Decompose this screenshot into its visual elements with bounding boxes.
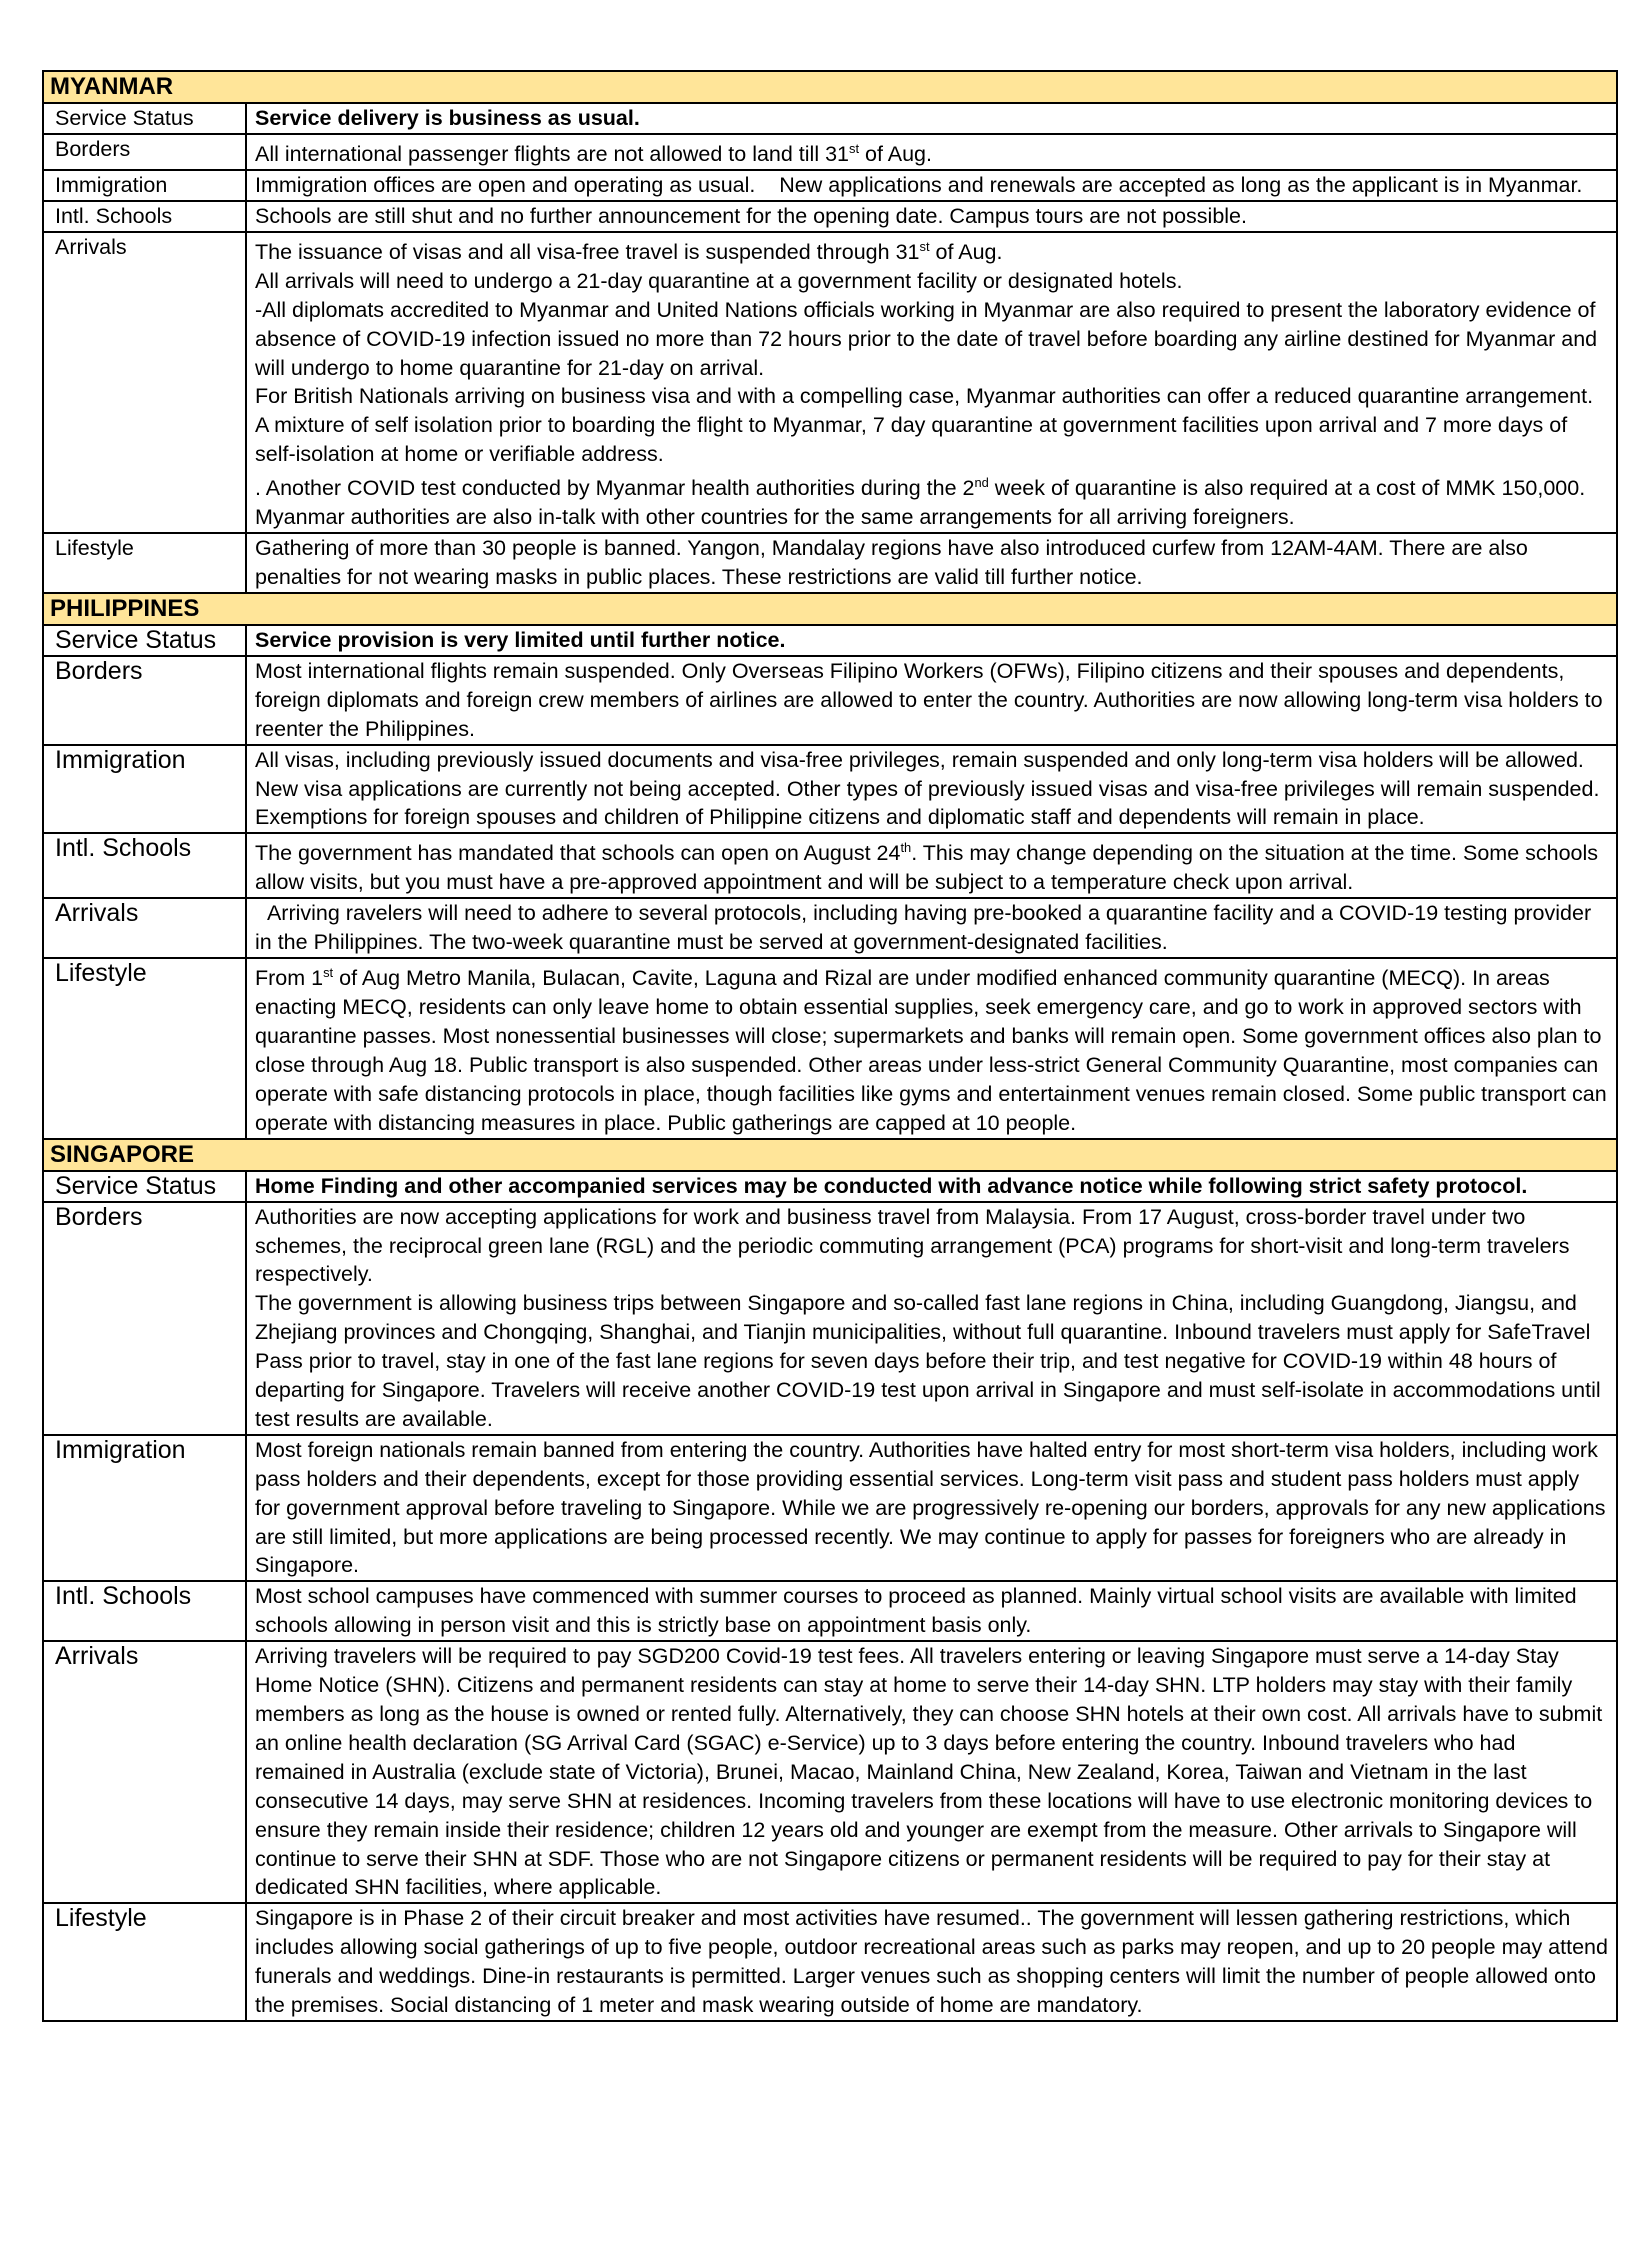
row-content	[246, 656, 1617, 745]
table-row	[43, 1903, 1617, 2021]
row-paragraph: All international passenger flights are not allowed to land till 31st of Aug.	[255, 140, 932, 167]
row-label-service-status: Service Status	[43, 625, 246, 656]
table-row	[43, 833, 1617, 898]
row-content	[246, 1641, 1617, 1903]
row-content	[246, 1581, 1617, 1641]
row-paragraph: All visas, including previously issued documents and visa-free privileges, remain suspended and only long-term visa holders will be allowed. New visa applications are currently not being accepted. Other types of previously issued visas and visa-free privileges will remain suspended. Exemptions for foreign spouses and children of Philippine citizens and diplomatic staff and dependents will remain in place.	[255, 747, 1606, 830]
row-label-lifestyle: Lifestyle	[43, 958, 246, 1139]
row-content	[246, 201, 1617, 232]
row-label-immigration: Immigration	[43, 745, 246, 834]
table-row	[43, 134, 1617, 170]
country-header-singapore: SINGAPORE	[43, 1139, 1617, 1171]
table-row	[43, 1581, 1617, 1641]
row-content	[246, 1435, 1617, 1582]
row-paragraph: Most foreign nationals remain banned from entering the country. Authorities have halted entry for most short-term visa holders, including work pass holders and their dependents, except for those providing essential services. Long-term visit pass and student pass holders must apply for government approval before traveling to Singapore. While we are progressively re-opening our borders, approvals for any new applications are still limited, but more applications are being processed recently. We may continue to apply for passes for foreigners who are already in Singapore.	[255, 1437, 1612, 1578]
row-label-intl-schools: Intl. Schools	[43, 201, 246, 232]
row-paragraph: The government is allowing business trips between Singapore and so-called fast lane regions in China, including Guangdong, Jiangsu, and Zhejiang provinces and Chongqing, Shanghai, and Tianjin municipalities, without full quarantine. Inbound travelers must apply for SafeTravel Pass prior to travel, stay in one of the fast lane regions for seven days before their trip, and test negative for COVID-19 within 48 hours of departing for Singapore. Travelers will receive another COVID-19 test upon arrival in Singapore and must self-isolate in accommodations until test results are available.	[255, 1291, 1607, 1431]
row-label-immigration: Immigration	[43, 170, 246, 201]
table-row	[43, 232, 1617, 533]
row-paragraph: Immigration offices are open and operating as usual. New applications and renewals are accepted as long as the applicant is in Myanmar.	[255, 172, 1583, 197]
row-content	[246, 533, 1617, 593]
row-content	[246, 103, 1617, 134]
row-paragraph: Service delivery is business as usual.	[255, 106, 640, 130]
table-row	[43, 745, 1617, 834]
row-label-intl-schools: Intl. Schools	[43, 1581, 246, 1641]
table-row	[43, 1171, 1617, 1202]
table-row	[43, 898, 1617, 958]
row-label-arrivals: Arrivals	[43, 1641, 246, 1903]
row-paragraph: Service provision is very limited until further notice.	[255, 627, 786, 652]
row-paragraph: The government has mandated that schools can open on August 24th. This may change depending on the situation at the time. Some schools allow visits, but you must have a pre-approved appointment and will be subject to a temperature check upon arrival.	[255, 840, 1605, 895]
table-row	[43, 1435, 1617, 1582]
row-paragraph: . Another COVID test conducted by Myanmar health authorities during the 2nd week of quarantine is also required at a cost of MMK 150,000. Myanmar authorities are also in-talk with other countries for the same arrangements for all arriving foreigners.	[255, 475, 1592, 530]
row-label-arrivals: Arrivals	[43, 898, 246, 958]
row-content	[246, 1903, 1617, 2021]
country-header-row	[43, 1139, 1617, 1171]
row-paragraph: Most school campuses have commenced with summer courses to proceed as planned. Mainly virtual school visits are available with limited schools allowing in person visit and this is strictly base on appointment basis only.	[255, 1584, 1583, 1638]
country-header-row	[43, 593, 1617, 625]
row-paragraph: All arrivals will need to undergo a 21-day quarantine at a government facility or designated hotels.	[255, 268, 1183, 293]
row-label-lifestyle: Lifestyle	[43, 533, 246, 593]
country-header-myanmar: MYANMAR	[43, 71, 1617, 103]
row-label-borders: Borders	[43, 134, 246, 170]
row-paragraph: Gathering of more than 30 people is banned. Yangon, Mandalay regions have also introduced curfew from 12AM-4AM. There are also penalties for not wearing masks in public places. These restrictions are valid till further notice.	[255, 536, 1534, 590]
row-label-borders: Borders	[43, 656, 246, 745]
row-content	[246, 232, 1617, 533]
row-paragraph: Arriving ravelers will need to adhere to several protocols, including having pre-booked a quarantine facility and a COVID-19 testing provider in the Philippines. The two-week quarantine must be served at government-designated facilities.	[255, 901, 1598, 955]
table-row	[43, 103, 1617, 134]
row-label-service-status: Service Status	[43, 103, 246, 134]
table-row	[43, 1202, 1617, 1435]
row-paragraph: The issuance of visas and all visa-free travel is suspended through 31st of Aug.	[255, 238, 1003, 264]
row-paragraph: Most international flights remain suspended. Only Overseas Filipino Workers (OFWs), Filipino citizens and their spouses and dependents, foreign diplomats and foreign crew members of airlines are allowed to enter the country. Authorities are now allowing long-term visa holders to reenter the Philippines.	[255, 658, 1609, 741]
table-row	[43, 958, 1617, 1139]
row-content	[246, 958, 1617, 1139]
row-label-borders: Borders	[43, 1202, 246, 1435]
table-row	[43, 533, 1617, 593]
row-label-service-status: Service Status	[43, 1171, 246, 1202]
row-content	[246, 1202, 1617, 1435]
row-paragraph: Arriving travelers will be required to pay SGD200 Covid-19 test fees. All travelers entering or leaving Singapore must serve a 14-day Stay Home Notice (SHN). Citizens and permanent residents can stay at home to serve their 14-day SHN. LTP holders may stay with their family members as long as the house is owned or rented fully. Alternatively, they can choose SHN hotels at their own cost. All arrivals have to submit an online health declaration (SG Arrival Card (SGAC) e-Service) up to 3 days before entering the country. Inbound travelers who had remained in Australia (exclude state of Victoria), Brunei, Macao, Mainland China, New Zealand, Korea, Taiwan and Vietnam in the last consecutive 14 days, may serve SHN at residences. Incoming travelers from these locations will have to use electronic monitoring devices to ensure they remain inside their residence; children 12 years old and younger are exempt from the measure. Other arrivals to Singapore will continue to serve their SHN at SDF. Those who are not Singapore citizens or permanent residents will be required to pay for their stay at dedicated SHN facilities, where applicable.	[255, 1644, 1609, 1900]
table-row	[43, 1641, 1617, 1903]
table-row	[43, 656, 1617, 745]
row-content	[246, 134, 1617, 170]
table-row	[43, 625, 1617, 656]
row-paragraph: For British Nationals arriving on business visa and with a compelling case, Myanmar authorities can offer a reduced quarantine arrangement. A mixture of self isolation prior to boarding the flight to Myanmar, 7 day quarantine at government facilities upon arrival and 7 more days of self-isolation at home or verifiable address.	[255, 384, 1598, 467]
table-row	[43, 170, 1617, 201]
country-status-table	[42, 70, 1618, 2022]
row-paragraph: Singapore is in Phase 2 of their circuit breaker and most activities have resumed.. The government will lessen gathering restrictions, which includes allowing social gatherings of up to five people, outdoor recreational areas such as parks may reopen, and up to 20 people may attend funerals and weddings. Dine-in restaurants is permitted. Larger venues such as shopping centers will limit the number of people allowed onto the premises. Social distancing of 1 meter and mask wearing outside of home are mandatory.	[255, 1906, 1614, 2018]
row-content	[246, 625, 1617, 656]
row-content	[246, 833, 1617, 898]
country-header-philippines: PHILIPPINES	[43, 593, 1617, 625]
row-content	[246, 898, 1617, 958]
table-body	[43, 71, 1617, 2021]
row-paragraph: Home Finding and other accompanied services may be conducted with advance notice while following strict safety protocol.	[255, 1173, 1528, 1198]
row-paragraph: From 1st of Aug Metro Manila, Bulacan, Cavite, Laguna and Rizal are under modified enhanced community quarantine (MECQ). In areas enacting MECQ, residents can only leave home to obtain essential supplies, seek emergency care, and go to work in approved sectors with quarantine passes. Most nonessential businesses will close; supermarkets and banks will remain open. Some government offices also plan to close through Aug 18. Public transport is also suspended. Other areas under less-strict General Community Quarantine, most companies can operate with safe distancing protocols in place, though facilities like gyms and entertainment venues remain closed. Some public transport can operate with distancing measures in place. Public gatherings are capped at 10 people.	[255, 965, 1613, 1135]
row-paragraph: -All diplomats accredited to Myanmar and United Nations officials working in Myanmar are also required to present the laboratory evidence of absence of COVID-19 infection issued no more than 72 hours prior to the date of travel before boarding any airline destined for Myanmar and will undergo to home quarantine for 21-day on arrival.	[255, 297, 1604, 380]
table-row	[43, 201, 1617, 232]
row-label-intl-schools: Intl. Schools	[43, 833, 246, 898]
row-label-immigration: Immigration	[43, 1435, 246, 1582]
row-label-lifestyle: Lifestyle	[43, 1903, 246, 2021]
row-paragraph: Schools are still shut and no further announcement for the opening date. Campus tours are not possible.	[255, 203, 1247, 228]
row-label-arrivals: Arrivals	[43, 232, 246, 533]
row-content	[246, 745, 1617, 834]
row-content	[246, 1171, 1617, 1202]
country-header-row	[43, 71, 1617, 103]
row-paragraph: Authorities are now accepting applications for work and business travel from Malaysia. From 17 August, cross-border travel under two schemes, the reciprocal green lane (RGL) and the periodic commuting arrangement (PCA) programs for short-visit and long-term travelers respectively.	[255, 1204, 1576, 1287]
row-content	[246, 170, 1617, 201]
